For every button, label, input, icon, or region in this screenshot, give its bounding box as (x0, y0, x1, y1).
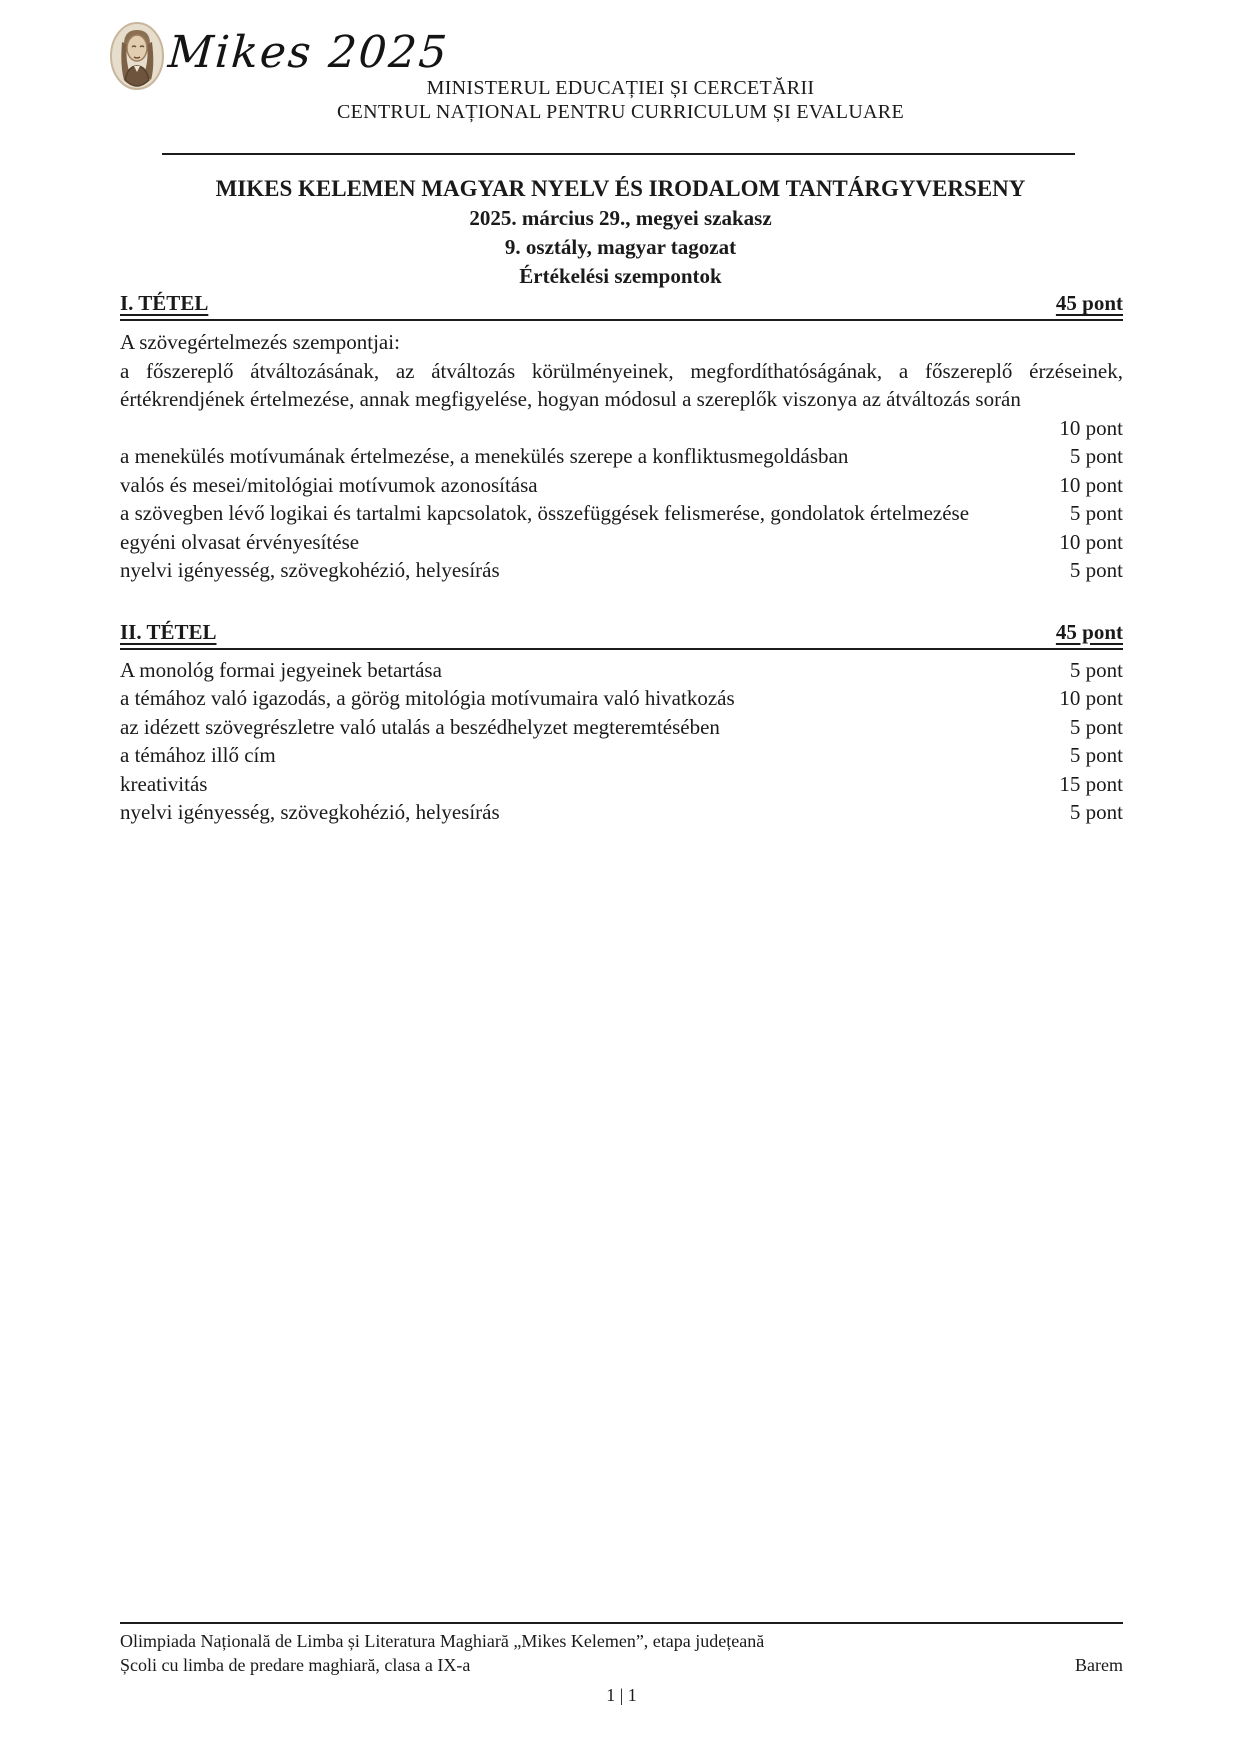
section-1-title: I. TÉTEL (120, 291, 209, 315)
criterion-points: 10 pont (1059, 529, 1123, 554)
footer-school-text: Școli cu limba de predare maghiară, clasa a IX-a (120, 1655, 471, 1675)
criterion-row (120, 741, 1123, 770)
ministry-header (0, 76, 1241, 124)
page-footer (120, 1622, 1123, 1707)
criterion-text: a témához való igazodás, a görög mitológia motívumaira való hivatkozás (120, 686, 735, 710)
criterion-text: a menekülés motívumának értelmezése, a menekülés szerepe a konfliktusmegoldásban (120, 444, 849, 468)
section-1-intro: A szövegértelmezés szempontjai: (120, 330, 400, 354)
criterion-points: 10 pont (1059, 472, 1123, 497)
ministry-line-2: CENTRUL NAȚIONAL PENTRU CURRICULUM ȘI EVALUARE (337, 101, 904, 123)
criterion-text: valós és mesei/mitológiai motívumok azonosítása (120, 472, 538, 497)
criterion-row (120, 442, 1123, 471)
ministry-line-1: MINISTERUL EDUCAȚIEI ȘI CERCETĂRII (426, 77, 815, 99)
criterion-text: az idézett szövegrészletre való utalás a beszédhelyzet megteremtésében (120, 714, 720, 739)
criterion-points: 5 pont (1069, 558, 1123, 582)
section-1 (120, 288, 1123, 585)
section-2 (120, 617, 1123, 827)
footer-olympiad-line: Olimpiada Națională de Limba și Literatura Maghiară „Mikes Kelemen”, etapa județeană (120, 1631, 765, 1651)
page-number: 1 | 1 (606, 1685, 637, 1705)
criterion-row (120, 471, 1123, 500)
contest-subtitle: Értékelési szempontok (519, 264, 722, 288)
section-1-total-points: 45 pont (1055, 291, 1123, 315)
criterion-row (120, 499, 1123, 528)
criterion-points: 5 pont (1069, 657, 1123, 682)
criterion-text: a főszereplő átváltozásának, az átváltozás körülményeinek, megfordíthatóságának, a főszereplő érzéseinek, értékrendjének értelmezése, annak megfigyelése, hogyan módosul a szereplők viszonya az átváltozás során (120, 358, 1123, 411)
criterion-points: 15 pont (1059, 771, 1123, 796)
criterion-row (120, 556, 1123, 585)
contest-title: MIKES KELEMEN MAGYAR NYELV ÉS IRODALOM TANTÁRGYVERSENY (215, 176, 1026, 201)
criterion-text: egyéni olvasat érvényesítése (120, 529, 360, 554)
criterion-points: 5 pont (1069, 714, 1123, 739)
contest-date-stage: 2025. március 29., megyei szakasz (469, 206, 772, 230)
section-2-rows (120, 656, 1123, 827)
criterion-text: a témához illő cím (120, 743, 276, 767)
criterion-row (120, 713, 1123, 742)
criterion-text: kreativitás (120, 771, 208, 796)
criterion-text: a szövegben lévő logikai és tartalmi kapcsolatok, összefüggések felismerése, gondolatok értelmezése (120, 501, 970, 525)
criterion-points: 5 pont (1069, 444, 1123, 468)
criterion-row (120, 528, 1123, 557)
criterion-points: 10 pont (1059, 686, 1123, 710)
criterion-points: 5 pont (1069, 743, 1123, 767)
footer-barem-label: Barem (1075, 1655, 1123, 1675)
header-separator-rule (162, 131, 1075, 155)
criterion-text: nyelvi igényesség, szövegkohézió, helyesírás (120, 800, 500, 824)
section-2-title: II. TÉTEL (120, 619, 217, 644)
criterion-points: 10 pont (1059, 415, 1123, 440)
criterion-row (120, 656, 1123, 685)
criterion-row (120, 770, 1123, 799)
section-1-heading-row (120, 288, 1123, 321)
section-2-heading-row (120, 617, 1123, 650)
criterion-points: 5 pont (1069, 800, 1123, 824)
contest-grade: 9. osztály, magyar tagozat (504, 235, 737, 259)
criterion-row (120, 798, 1123, 827)
criterion-row (120, 684, 1123, 713)
criterion-text: nyelvi igényesség, szövegkohézió, helyesírás (120, 558, 500, 582)
criterion-text: A monológ formai jegyeinek betartása (120, 657, 442, 682)
document-title-block (0, 173, 1241, 291)
footer-school-row (120, 1653, 1123, 1677)
evaluation-content (120, 288, 1123, 827)
logo-wordmark: Mikes 2025 (166, 27, 451, 78)
criterion-points: 5 pont (1069, 501, 1123, 525)
section-2-total-points: 45 pont (1055, 619, 1123, 644)
